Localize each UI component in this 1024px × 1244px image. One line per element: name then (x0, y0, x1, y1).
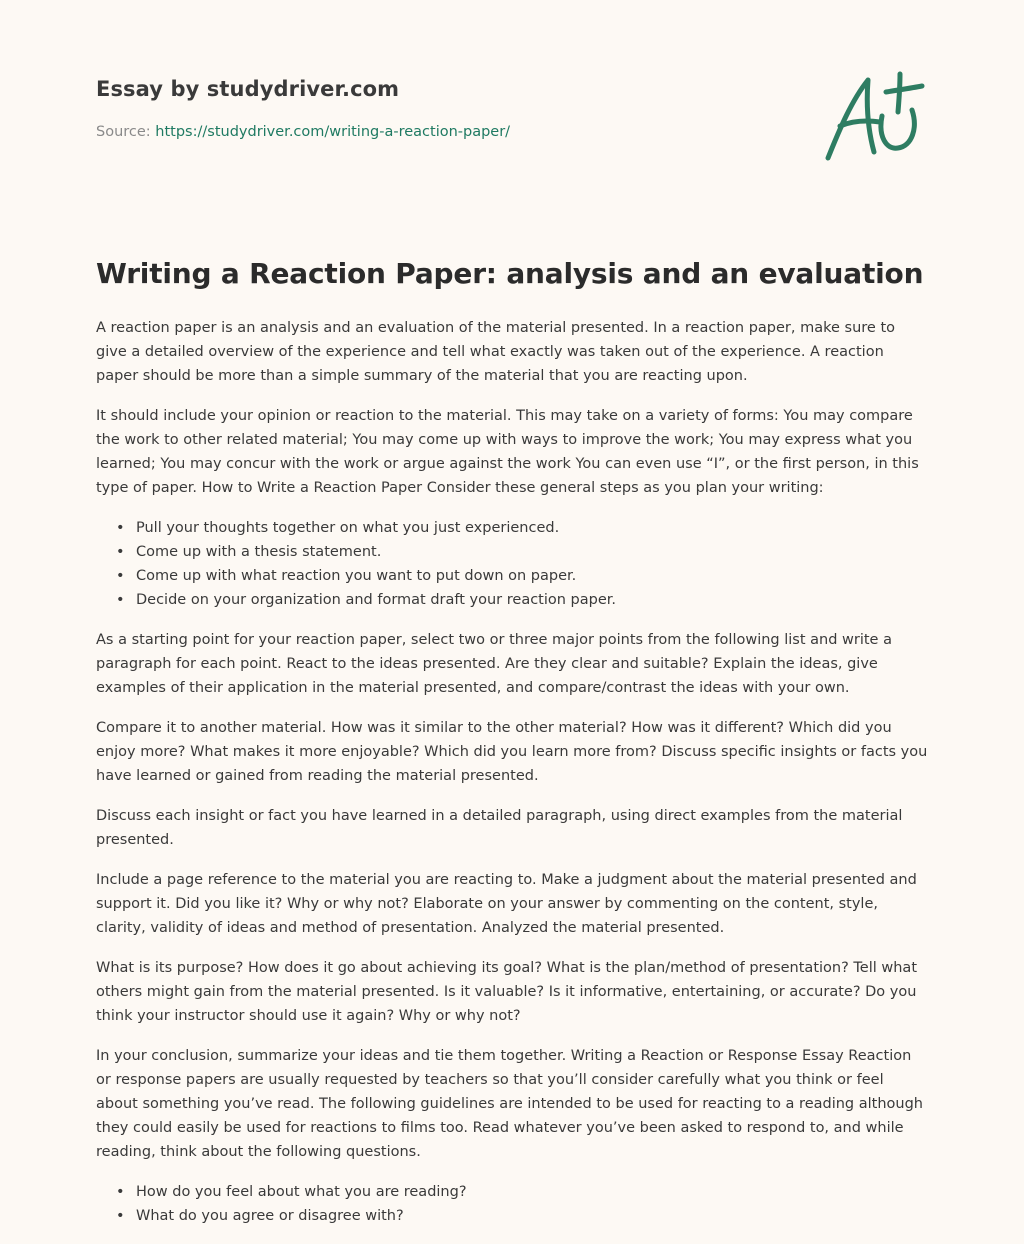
paragraph-3: As a starting point for your reaction paper, select two or three major points from the following list and write a paragraph for each point. React to the ideas presented. Are they clear and suitable? Explain the ideas, give examples of their application in the material presented, and compare/contrast the ideas with your own. (96, 632, 892, 696)
steps-list (96, 516, 928, 612)
paragraph-6: Include a page reference to the material you are reacting to. Make a judgment about the material presented and support it. Did you like it? Why or why not? Elaborate on your answer by commenting on the content, style, clarity, validity of ideas and method of presentation. Analyzed the material presented. (96, 872, 917, 936)
source-link[interactable]: https://studydriver.com/writing-a-reaction-paper/ (155, 124, 511, 140)
source-label: Source: (96, 124, 151, 140)
bullet-icon: • (116, 592, 125, 608)
list-item: • Come up with a thesis statement. (116, 540, 928, 564)
source-line (96, 122, 796, 142)
site-title: Essay by studydriver.com (96, 77, 400, 101)
bullet-icon: • (116, 520, 125, 536)
paragraph-2: It should include your opinion or reaction to the material. This may take on a variety of forms: You may compare the work to other related material; You may come up with ways to improve the work; You may express what you learned; You may concur with the work or argue against the work You can even use “I”, or the first person, in this type of paper. How to Write a Reaction Paper Consider these general steps as you plan your writing: (96, 408, 919, 496)
list-item: • Decide on your organization and format draft your reaction paper. (116, 588, 928, 612)
list-item: • What do you agree or disagree with? (116, 1204, 928, 1228)
article-title: Writing a Reaction Paper: analysis and an evaluation (96, 257, 924, 290)
paragraph-8: In your conclusion, summarize your ideas and tie them together. Writing a Reaction or Response Essay Reaction or response papers are usually requested by teachers so that you’ll consider carefully what you think or feel about something you’ve read. The following guidelines are intended to be used for reacting to a reading although they could easily be used for reactions to films too. Read whatever you’ve been asked to respond to, and while reading, think about the following questions. (96, 1048, 923, 1160)
list-item: • Come up with what reaction you want to put down on paper. (116, 564, 928, 588)
document-header (96, 74, 796, 142)
list-item: • Pull your thoughts together on what you just experienced. (116, 516, 928, 540)
list-item: • How do you feel about what you are reading? (116, 1180, 928, 1204)
paragraph-5: Discuss each insight or fact you have learned in a detailed paragraph, using direct examples from the material presented. (96, 808, 903, 848)
bullet-icon: • (116, 1208, 125, 1224)
bullet-icon: • (116, 568, 125, 584)
bullet-icon: • (116, 1184, 125, 1200)
paragraph-4: Compare it to another material. How was it similar to the other material? How was it different? Which did you enjoy more? What makes it more enjoyable? Which did you learn more from? Discuss specific insights or facts you have learned or gained from reading the material presented. (96, 720, 928, 784)
article (96, 254, 928, 1244)
a-plus-logo-icon (818, 66, 930, 166)
bullet-icon: • (116, 544, 125, 560)
questions-list (96, 1180, 928, 1228)
paragraph-7: What is its purpose? How does it go about achieving its goal? What is the plan/method of presentation? Tell what others might gain from the material presented. Is it valuable? Is it informative, entertaining, or accurate? Do you think your instructor should use it again? Why or why not? (96, 960, 917, 1024)
paragraph-1: A reaction paper is an analysis and an evaluation of the material presented. In a reaction paper, make sure to give a detailed overview of the experience and tell what exactly was taken out of the experience. A reaction paper should be more than a simple summary of the material that you are reacting upon. (96, 320, 896, 384)
